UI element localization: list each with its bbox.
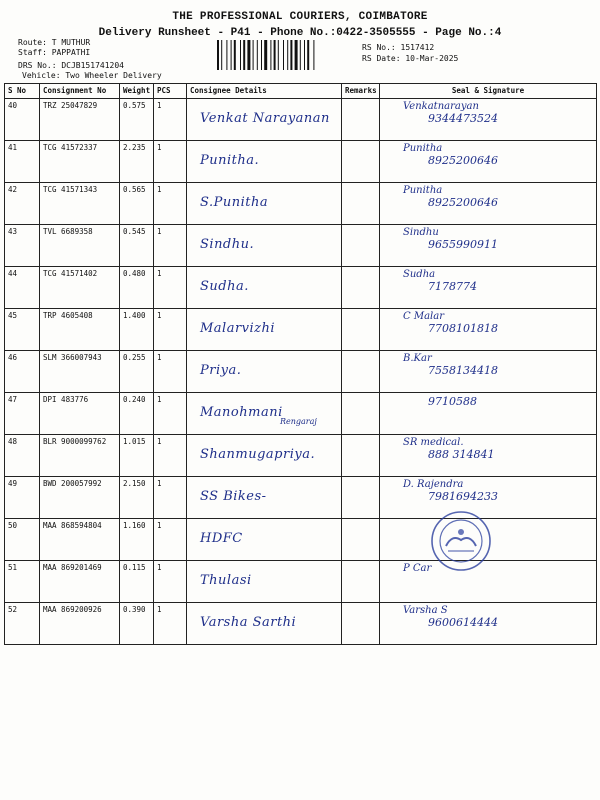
consignee-details bbox=[187, 603, 342, 645]
serial-number: 51 bbox=[5, 561, 40, 603]
signature-name: Varsha S bbox=[403, 605, 448, 616]
handwritten-consignee-name: Sindhu. bbox=[200, 237, 255, 252]
signature-phone: 9600614444 bbox=[428, 616, 498, 629]
pieces-count: 1 bbox=[154, 519, 187, 561]
weight-value: 0.115 bbox=[120, 561, 154, 603]
handwritten-consignee-subname: Rengaraj bbox=[280, 417, 317, 426]
weight-value: 0.565 bbox=[120, 183, 154, 225]
serial-number: 45 bbox=[5, 309, 40, 351]
runsheet-title: Delivery Runsheet - P41 - Phone No.:0422-3505555 - Page No.:4 bbox=[98, 27, 502, 39]
consignment-number: TRP 4605408 bbox=[40, 309, 120, 351]
signature-name: D. Rajendra bbox=[403, 479, 464, 490]
rs-date: RS Date: 10-Mar-2025 bbox=[362, 54, 459, 63]
signature-name: Sindhu bbox=[403, 227, 439, 238]
consignee-details bbox=[187, 267, 342, 309]
seal-signature-cell bbox=[380, 267, 597, 309]
consignee-details bbox=[187, 99, 342, 141]
seal-signature-cell bbox=[380, 141, 597, 183]
serial-number: 47 bbox=[5, 393, 40, 435]
signature-name: SR medical. bbox=[403, 437, 464, 448]
serial-number: 52 bbox=[5, 603, 40, 645]
consignee-details bbox=[187, 477, 342, 519]
seal-signature-cell bbox=[380, 309, 597, 351]
signature-phone: 8925200646 bbox=[428, 154, 498, 167]
column-header-weight: Weight bbox=[120, 84, 154, 99]
remarks-cell bbox=[342, 351, 380, 393]
consignment-number: TRZ 25047829 bbox=[40, 99, 120, 141]
route-text: Route: T MUTHUR bbox=[18, 38, 91, 47]
serial-number: 44 bbox=[5, 267, 40, 309]
handwritten-consignee-name: HDFC bbox=[200, 531, 243, 546]
weight-value: 0.575 bbox=[120, 99, 154, 141]
remarks-cell bbox=[342, 267, 380, 309]
remarks-cell bbox=[342, 183, 380, 225]
consignee-details bbox=[187, 225, 342, 267]
table-header-row bbox=[5, 84, 597, 99]
pieces-count: 1 bbox=[154, 225, 187, 267]
column-header-seal: Seal & Signature bbox=[380, 84, 597, 99]
table-row bbox=[5, 99, 597, 141]
table-row bbox=[5, 267, 597, 309]
handwritten-consignee-name: S.Punitha bbox=[200, 195, 269, 210]
table-row bbox=[5, 393, 597, 435]
pieces-count: 1 bbox=[154, 309, 187, 351]
signature-phone: 7558134418 bbox=[428, 364, 498, 377]
serial-number: 50 bbox=[5, 519, 40, 561]
pieces-count: 1 bbox=[154, 141, 187, 183]
table-row bbox=[5, 603, 597, 645]
table-row bbox=[5, 435, 597, 477]
weight-value: 0.480 bbox=[120, 267, 154, 309]
signature-phone: 9344473524 bbox=[428, 112, 498, 125]
table-row bbox=[5, 309, 597, 351]
pieces-count: 1 bbox=[154, 183, 187, 225]
signature-name: C Malar bbox=[403, 311, 444, 322]
seal-signature-cell bbox=[380, 393, 597, 435]
serial-number: 42 bbox=[5, 183, 40, 225]
signature-name: P Car bbox=[403, 563, 432, 574]
consignee-details bbox=[187, 561, 342, 603]
seal-signature-cell bbox=[380, 99, 597, 141]
handwritten-consignee-name: Sudha. bbox=[200, 279, 249, 294]
consignment-number: DPI 483776 bbox=[40, 393, 120, 435]
column-header-consignee: Consignee Details bbox=[187, 84, 342, 99]
signature-phone: 888 314841 bbox=[428, 448, 495, 461]
consignment-number: BLR 9000099762 bbox=[40, 435, 120, 477]
consignment-number: SLM 366007943 bbox=[40, 351, 120, 393]
consignee-details bbox=[187, 393, 342, 435]
remarks-cell bbox=[342, 519, 380, 561]
runsheet-table bbox=[4, 83, 597, 645]
serial-number: 49 bbox=[5, 477, 40, 519]
barcode-image bbox=[215, 40, 355, 70]
pieces-count: 1 bbox=[154, 351, 187, 393]
handwritten-consignee-name: Venkat Narayanan bbox=[200, 111, 330, 126]
weight-value: 0.390 bbox=[120, 603, 154, 645]
remarks-cell bbox=[342, 561, 380, 603]
handwritten-consignee-name: SS Bikes- bbox=[200, 489, 267, 504]
handwritten-consignee-name: Manohmani bbox=[200, 405, 283, 420]
signature-name: Sudha bbox=[403, 269, 436, 280]
weight-value: 1.400 bbox=[120, 309, 154, 351]
table-row bbox=[5, 351, 597, 393]
remarks-cell bbox=[342, 477, 380, 519]
seal-signature-cell bbox=[380, 435, 597, 477]
signature-name: Punitha bbox=[403, 143, 443, 154]
handwritten-consignee-name: Shanmugapriya. bbox=[200, 447, 316, 462]
handwritten-consignee-name: Malarvizhi bbox=[200, 321, 276, 336]
remarks-cell bbox=[342, 141, 380, 183]
seal-signature-cell bbox=[380, 351, 597, 393]
pieces-count: 1 bbox=[154, 267, 187, 309]
weight-value: 2.235 bbox=[120, 141, 154, 183]
remarks-cell bbox=[342, 603, 380, 645]
pieces-count: 1 bbox=[154, 393, 187, 435]
column-header-pcs: PCS bbox=[154, 84, 187, 99]
remarks-cell bbox=[342, 435, 380, 477]
serial-number: 48 bbox=[5, 435, 40, 477]
signature-phone: 7178774 bbox=[428, 280, 477, 293]
handwritten-consignee-name: Priya. bbox=[200, 363, 242, 378]
vehicle-text: Vehicle: Two Wheeler Delivery bbox=[22, 71, 162, 80]
pieces-count: 1 bbox=[154, 477, 187, 519]
consignment-number: MAA 869201469 bbox=[40, 561, 120, 603]
pieces-count: 1 bbox=[154, 603, 187, 645]
consignment-number: TCG 41572337 bbox=[40, 141, 120, 183]
remarks-cell bbox=[342, 99, 380, 141]
seal-signature-cell bbox=[380, 225, 597, 267]
signature-name: Venkatnarayan bbox=[403, 101, 479, 112]
serial-number: 40 bbox=[5, 99, 40, 141]
table-row bbox=[5, 477, 597, 519]
signature-name: B.Kar bbox=[403, 353, 432, 364]
signature-name: Punitha bbox=[403, 185, 443, 196]
serial-number: 46 bbox=[5, 351, 40, 393]
weight-value: 2.150 bbox=[120, 477, 154, 519]
consignment-number: MAA 869200926 bbox=[40, 603, 120, 645]
drs-number: DRS No.: DCJB151741204 bbox=[18, 61, 124, 70]
table-row bbox=[5, 561, 597, 603]
seal-signature-cell bbox=[380, 603, 597, 645]
consignee-details bbox=[187, 183, 342, 225]
serial-number: 43 bbox=[5, 225, 40, 267]
weight-value: 0.255 bbox=[120, 351, 154, 393]
remarks-cell bbox=[342, 393, 380, 435]
remarks-cell bbox=[342, 309, 380, 351]
consignment-number: TCG 41571343 bbox=[40, 183, 120, 225]
consignee-details bbox=[187, 435, 342, 477]
rs-number: RS No.: 1517412 bbox=[362, 43, 435, 52]
consignment-number: TVL 6689358 bbox=[40, 225, 120, 267]
consignee-details bbox=[187, 141, 342, 183]
weight-value: 1.160 bbox=[120, 519, 154, 561]
consignment-number: MAA 868594804 bbox=[40, 519, 120, 561]
pieces-count: 1 bbox=[154, 435, 187, 477]
weight-value: 0.240 bbox=[120, 393, 154, 435]
column-header-sno: S No bbox=[5, 84, 40, 99]
consignee-details bbox=[187, 351, 342, 393]
handwritten-consignee-name: Thulasi bbox=[200, 573, 252, 588]
signature-phone: 9655990911 bbox=[428, 238, 498, 251]
column-header-remarks: Remarks bbox=[342, 84, 380, 99]
signature-phone: 7981694233 bbox=[428, 490, 498, 503]
table-row bbox=[5, 225, 597, 267]
remarks-cell bbox=[342, 225, 380, 267]
weight-value: 0.545 bbox=[120, 225, 154, 267]
consignment-number: BWD 200057992 bbox=[40, 477, 120, 519]
seal-signature-cell bbox=[380, 183, 597, 225]
serial-number: 41 bbox=[5, 141, 40, 183]
pieces-count: 1 bbox=[154, 561, 187, 603]
weight-value: 1.015 bbox=[120, 435, 154, 477]
signature-phone: 9710588 bbox=[428, 395, 477, 408]
table-row bbox=[5, 183, 597, 225]
company-title: THE PROFESSIONAL COURIERS, COIMBATORE bbox=[172, 11, 428, 23]
table-row bbox=[5, 519, 597, 561]
office-seal-stamp bbox=[430, 510, 492, 572]
pieces-count: 1 bbox=[154, 99, 187, 141]
staff-text: Staff: PAPPATHI bbox=[18, 48, 91, 57]
signature-phone: 8925200646 bbox=[428, 196, 498, 209]
signature-phone: 7708101818 bbox=[428, 322, 498, 335]
consignee-details bbox=[187, 519, 342, 561]
table-row bbox=[5, 141, 597, 183]
consignee-details bbox=[187, 309, 342, 351]
handwritten-consignee-name: Punitha. bbox=[200, 153, 260, 168]
handwritten-consignee-name: Varsha Sarthi bbox=[200, 615, 297, 630]
column-header-consignment: Consignment No bbox=[40, 84, 120, 99]
consignment-number: TCG 41571402 bbox=[40, 267, 120, 309]
